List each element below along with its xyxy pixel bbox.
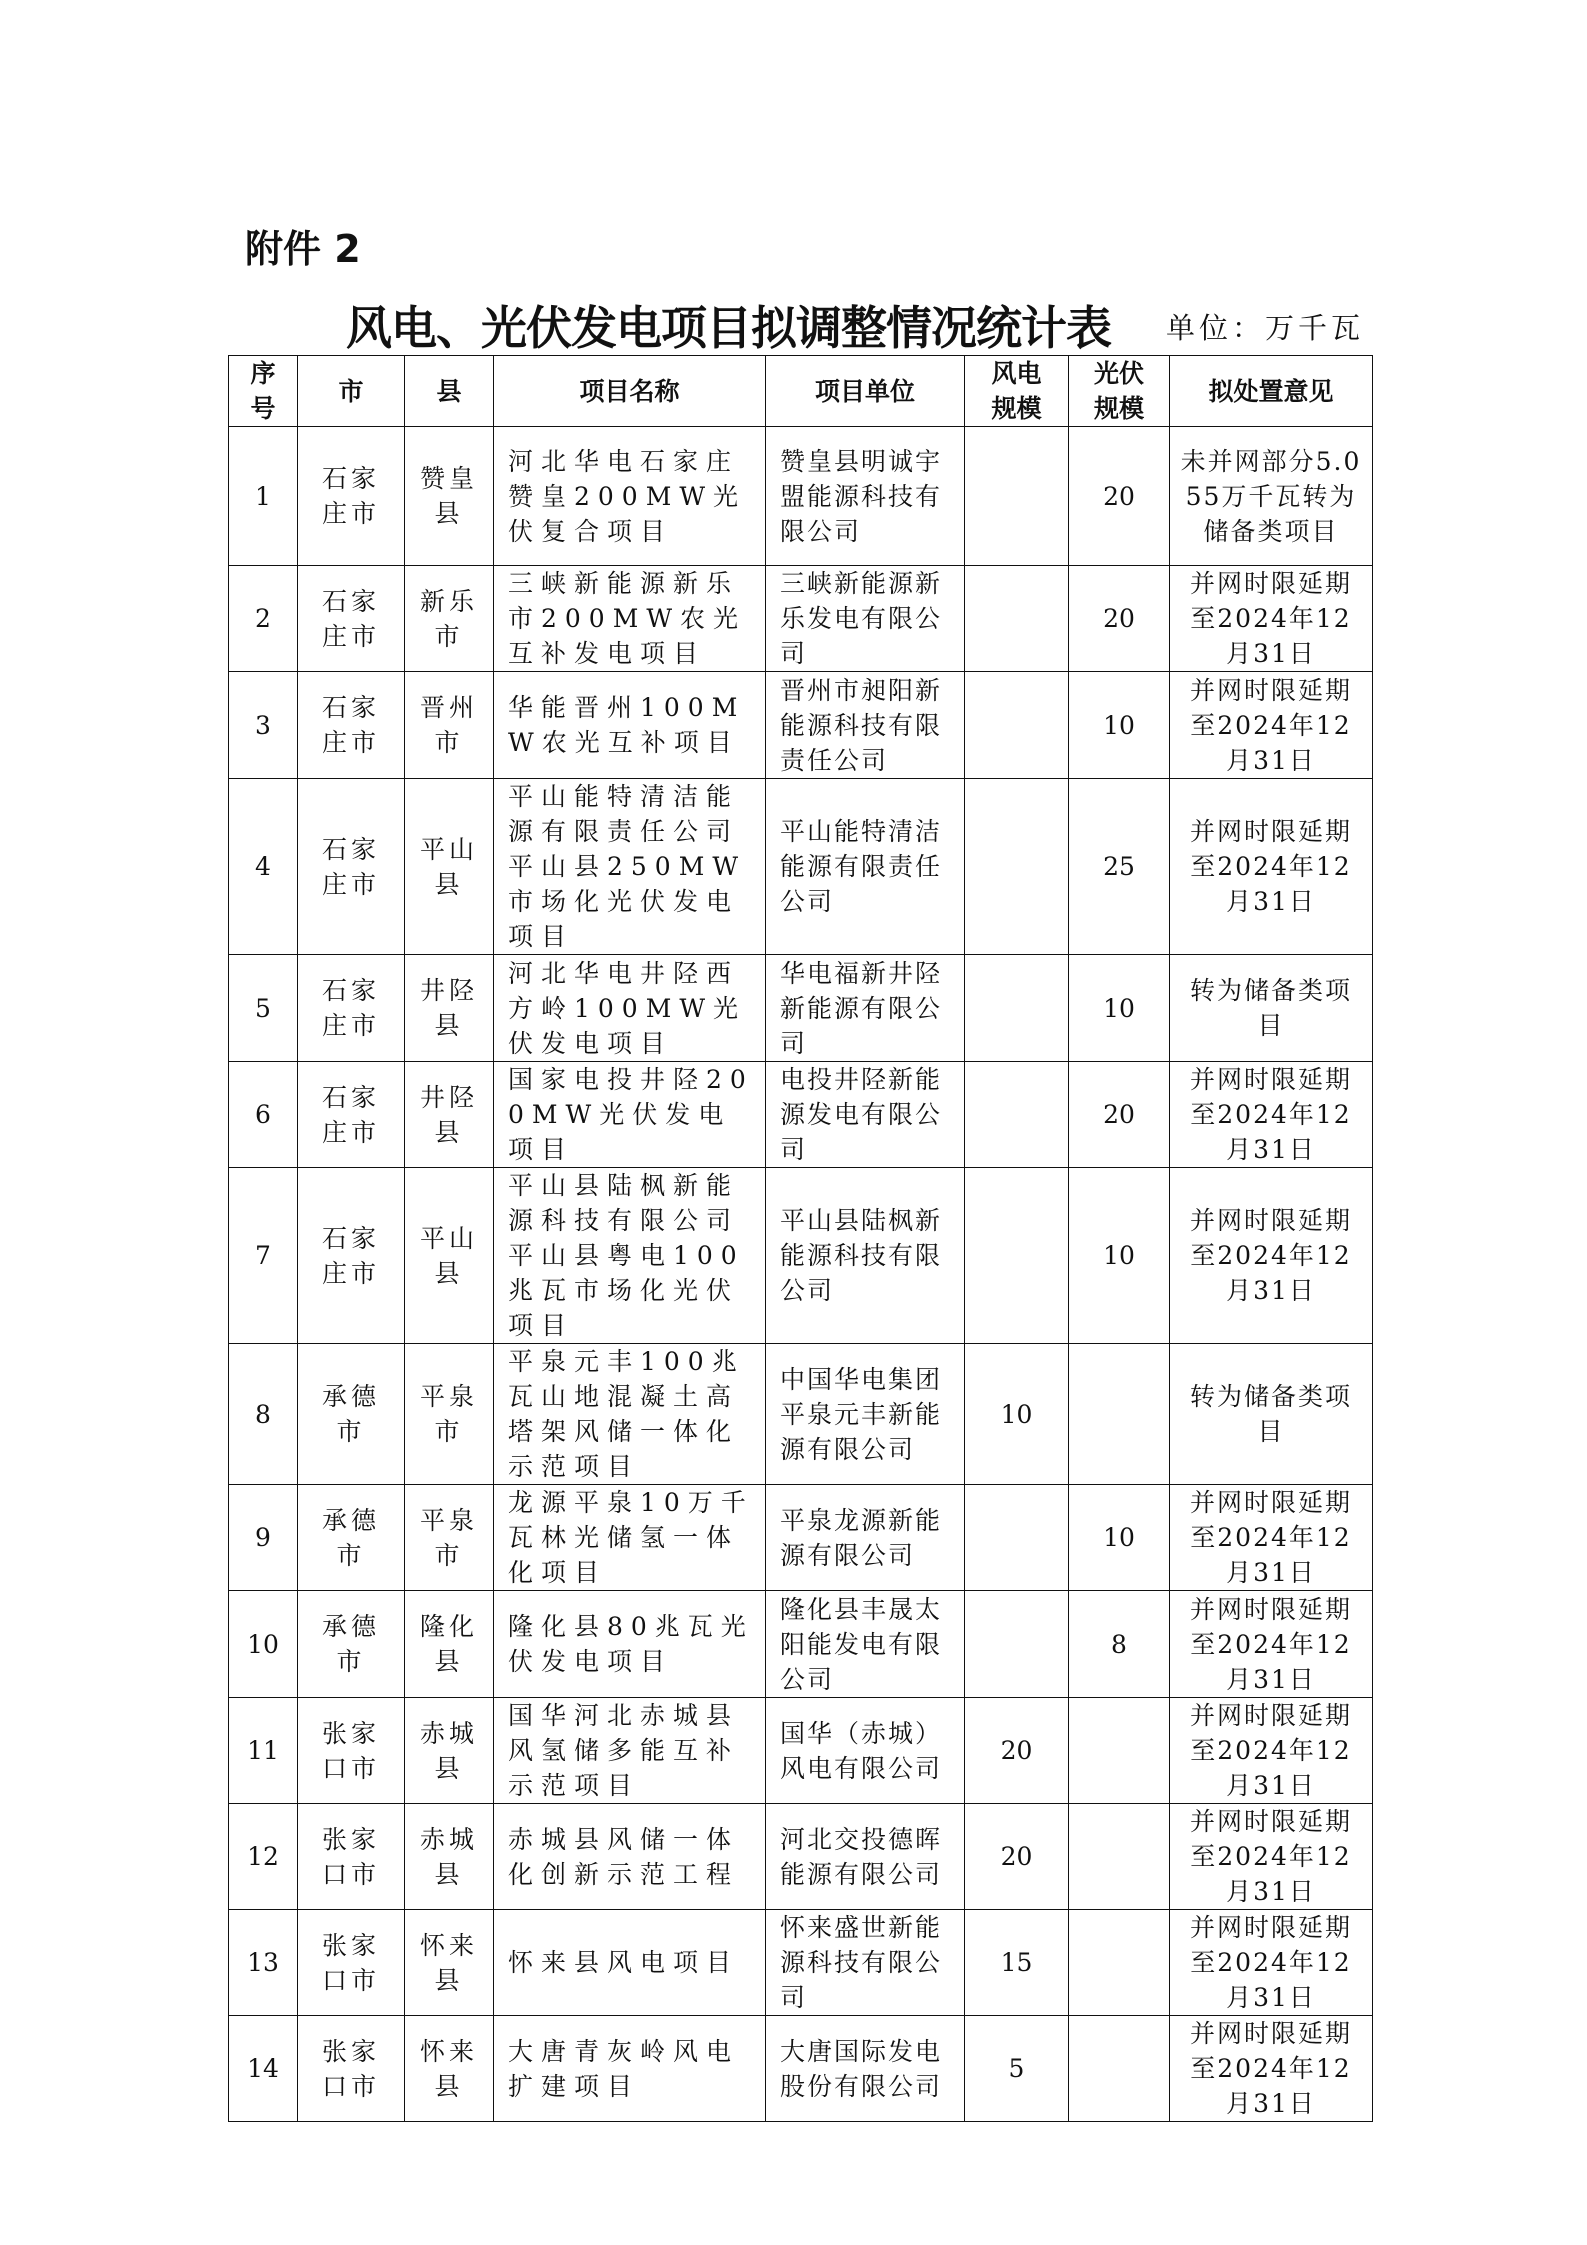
cell-pv-scale: 10 (1069, 672, 1170, 779)
cell-opinion: 转为储备类项目 (1170, 1344, 1373, 1485)
cell-wind-scale (965, 1485, 1069, 1591)
cell-city: 石家庄市 (298, 955, 405, 1062)
cell-no: 5 (229, 955, 298, 1062)
cell-opinion: 并网时限延期至2024年12月31日 (1170, 1910, 1373, 2016)
cell-city: 张家口市 (298, 1698, 405, 1804)
table-row (229, 1344, 1373, 1485)
cell-project-name: 平泉元丰100兆瓦山地混凝土高塔架风储一体化示范项目 (494, 1344, 766, 1485)
cell-city: 承德市 (298, 1591, 405, 1698)
cell-pv-scale (1069, 1698, 1170, 1804)
cell-project-name: 平山能特清洁能源有限责任公司平山县250MW市场化光伏发电项目 (494, 779, 766, 955)
cell-city: 石家庄市 (298, 427, 405, 566)
table-row (229, 566, 1373, 672)
table-row (229, 427, 1373, 566)
cell-opinion: 转为储备类项目 (1170, 955, 1373, 1062)
cell-wind-scale: 20 (965, 1698, 1069, 1804)
cell-wind-scale (965, 1168, 1069, 1344)
cell-county: 怀来县 (405, 1910, 494, 2016)
header-company: 项目单位 (766, 356, 965, 427)
header-county: 县 (405, 356, 494, 427)
cell-opinion: 并网时限延期至2024年12月31日 (1170, 2016, 1373, 2122)
table-row (229, 2016, 1373, 2122)
cell-no: 6 (229, 1062, 298, 1168)
cell-county: 井陉县 (405, 955, 494, 1062)
cell-pv-scale: 20 (1069, 427, 1170, 566)
header-project-name: 项目名称 (494, 356, 766, 427)
cell-opinion: 并网时限延期至2024年12月31日 (1170, 1062, 1373, 1168)
table-row (229, 1062, 1373, 1168)
cell-wind-scale: 10 (965, 1344, 1069, 1485)
cell-city: 承德市 (298, 1344, 405, 1485)
cell-county: 平山县 (405, 1168, 494, 1344)
cell-pv-scale (1069, 1344, 1170, 1485)
cell-pv-scale: 10 (1069, 1168, 1170, 1344)
cell-company: 平山能特清洁能源有限责任公司 (766, 779, 965, 955)
table-row (229, 1485, 1373, 1591)
cell-pv-scale: 8 (1069, 1591, 1170, 1698)
cell-opinion: 并网时限延期至2024年12月31日 (1170, 1168, 1373, 1344)
header-city: 市 (298, 356, 405, 427)
cell-city: 张家口市 (298, 2016, 405, 2122)
cell-no: 4 (229, 779, 298, 955)
table-row (229, 955, 1373, 1062)
cell-opinion: 未并网部分5.055万千瓦转为储备类项目 (1170, 427, 1373, 566)
cell-city: 张家口市 (298, 1804, 405, 1910)
cell-county: 平山县 (405, 779, 494, 955)
attachment-label: 附件 2 (245, 227, 361, 271)
cell-wind-scale (965, 1062, 1069, 1168)
cell-company: 隆化县丰晟太阳能发电有限公司 (766, 1591, 965, 1698)
table-header-row (229, 356, 1373, 427)
cell-project-name: 隆化县80兆瓦光伏发电项目 (494, 1591, 766, 1698)
cell-wind-scale (965, 955, 1069, 1062)
cell-county: 赤城县 (405, 1698, 494, 1804)
header-pv-scale: 光伏规模 (1069, 356, 1170, 427)
cell-wind-scale (965, 1591, 1069, 1698)
cell-county: 平泉市 (405, 1485, 494, 1591)
cell-opinion: 并网时限延期至2024年12月31日 (1170, 1698, 1373, 1804)
cell-county: 怀来县 (405, 2016, 494, 2122)
cell-county: 新乐市 (405, 566, 494, 672)
cell-company: 赞皇县明诚宇盟能源科技有限公司 (766, 427, 965, 566)
cell-company: 平山县陆枫新能源科技有限公司 (766, 1168, 965, 1344)
cell-opinion: 并网时限延期至2024年12月31日 (1170, 779, 1373, 955)
header-no: 序号 (229, 356, 298, 427)
cell-project-name: 三峡新能源新乐市200MW农光互补发电项目 (494, 566, 766, 672)
cell-company: 大唐国际发电股份有限公司 (766, 2016, 965, 2122)
table-row (229, 1698, 1373, 1804)
cell-county: 晋州市 (405, 672, 494, 779)
cell-wind-scale (965, 779, 1069, 955)
cell-county: 隆化县 (405, 1591, 494, 1698)
table-row (229, 779, 1373, 955)
cell-no: 10 (229, 1591, 298, 1698)
cell-project-name: 怀来县风电项目 (494, 1910, 766, 2016)
table-row (229, 1910, 1373, 2016)
cell-company: 华电福新井陉新能源有限公司 (766, 955, 965, 1062)
cell-company: 河北交投德晖能源有限公司 (766, 1804, 965, 1910)
cell-county: 井陉县 (405, 1062, 494, 1168)
cell-wind-scale: 15 (965, 1910, 1069, 2016)
cell-opinion: 并网时限延期至2024年12月31日 (1170, 1485, 1373, 1591)
cell-pv-scale: 20 (1069, 566, 1170, 672)
cell-county: 赤城县 (405, 1804, 494, 1910)
cell-no: 12 (229, 1804, 298, 1910)
cell-wind-scale (965, 672, 1069, 779)
table-row (229, 1168, 1373, 1344)
cell-project-name: 平山县陆枫新能源科技有限公司平山县粤电100兆瓦市场化光伏项目 (494, 1168, 766, 1344)
table-row (229, 1804, 1373, 1910)
cell-pv-scale (1069, 1804, 1170, 1910)
cell-project-name: 河北华电石家庄赞皇200MW光伏复合项目 (494, 427, 766, 566)
cell-opinion: 并网时限延期至2024年12月31日 (1170, 672, 1373, 779)
cell-company: 晋州市昶阳新能源科技有限责任公司 (766, 672, 965, 779)
cell-pv-scale: 20 (1069, 1062, 1170, 1168)
cell-wind-scale: 20 (965, 1804, 1069, 1910)
cell-pv-scale: 10 (1069, 955, 1170, 1062)
cell-wind-scale: 5 (965, 2016, 1069, 2122)
cell-no: 8 (229, 1344, 298, 1485)
cell-no: 3 (229, 672, 298, 779)
cell-no: 1 (229, 427, 298, 566)
cell-no: 11 (229, 1698, 298, 1804)
cell-city: 石家庄市 (298, 566, 405, 672)
cell-project-name: 赤城县风储一体化创新示范工程 (494, 1804, 766, 1910)
cell-project-name: 国华河北赤城县风氢储多能互补示范项目 (494, 1698, 766, 1804)
cell-opinion: 并网时限延期至2024年12月31日 (1170, 566, 1373, 672)
cell-pv-scale: 10 (1069, 1485, 1170, 1591)
cell-pv-scale (1069, 1910, 1170, 2016)
document-title: 风电、光伏发电项目拟调整情况统计表 (346, 301, 1111, 355)
cell-pv-scale (1069, 2016, 1170, 2122)
cell-project-name: 龙源平泉10万千瓦林光储氢一体化项目 (494, 1485, 766, 1591)
cell-project-name: 河北华电井陉西方岭100MW光伏发电项目 (494, 955, 766, 1062)
cell-opinion: 并网时限延期至2024年12月31日 (1170, 1591, 1373, 1698)
cell-project-name: 国家电投井陉200MW光伏发电项目 (494, 1062, 766, 1168)
cell-city: 石家庄市 (298, 1168, 405, 1344)
cell-company: 三峡新能源新乐发电有限公司 (766, 566, 965, 672)
cell-no: 13 (229, 1910, 298, 2016)
adjustment-table (228, 355, 1373, 2122)
unit-label: 单位：万千瓦 (1166, 311, 1365, 345)
cell-company: 国华（赤城）风电有限公司 (766, 1698, 965, 1804)
cell-no: 2 (229, 566, 298, 672)
cell-company: 怀来盛世新能源科技有限公司 (766, 1910, 965, 2016)
cell-company: 电投井陉新能源发电有限公司 (766, 1062, 965, 1168)
cell-city: 张家口市 (298, 1910, 405, 2016)
cell-wind-scale (965, 427, 1069, 566)
cell-wind-scale (965, 566, 1069, 672)
cell-city: 石家庄市 (298, 1062, 405, 1168)
cell-no: 9 (229, 1485, 298, 1591)
table-row (229, 672, 1373, 779)
cell-opinion: 并网时限延期至2024年12月31日 (1170, 1804, 1373, 1910)
cell-no: 14 (229, 2016, 298, 2122)
cell-company: 中国华电集团平泉元丰新能源有限公司 (766, 1344, 965, 1485)
cell-county: 赞皇县 (405, 427, 494, 566)
cell-company: 平泉龙源新能源有限公司 (766, 1485, 965, 1591)
cell-city: 石家庄市 (298, 672, 405, 779)
cell-city: 承德市 (298, 1485, 405, 1591)
header-opinion: 拟处置意见 (1170, 356, 1373, 427)
cell-pv-scale: 25 (1069, 779, 1170, 955)
cell-project-name: 华能晋州100MW农光互补项目 (494, 672, 766, 779)
cell-city: 石家庄市 (298, 779, 405, 955)
cell-no: 7 (229, 1168, 298, 1344)
cell-project-name: 大唐青灰岭风电扩建项目 (494, 2016, 766, 2122)
header-wind-scale: 风电规模 (965, 356, 1069, 427)
cell-county: 平泉市 (405, 1344, 494, 1485)
table-row (229, 1591, 1373, 1698)
